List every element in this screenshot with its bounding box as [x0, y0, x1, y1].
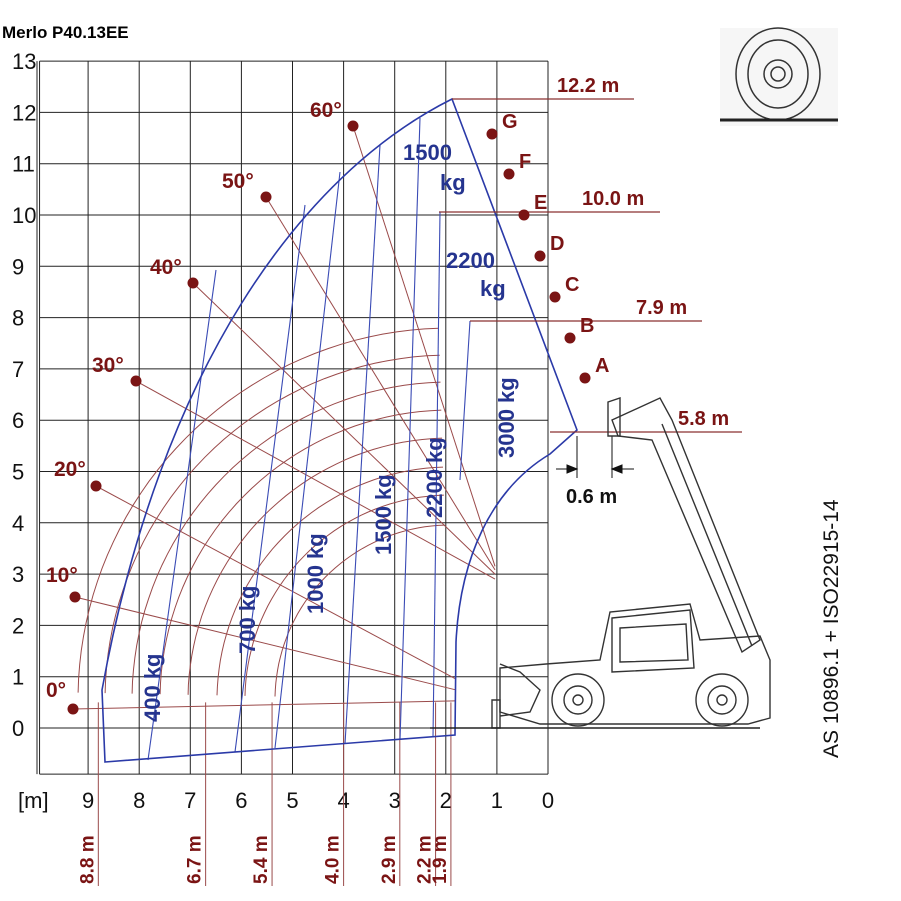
x-unit-label: [m] — [18, 788, 49, 813]
angle-marker-dot — [91, 481, 102, 492]
x-tick-label: 0 — [541, 788, 555, 813]
x-tick-label: 9 — [81, 788, 95, 813]
height-label-12-2: 12.2 m — [557, 75, 620, 97]
chart-title: Merlo P40.13EE — [2, 23, 129, 42]
reach-label: 2.2 m — [414, 835, 436, 884]
angle-label: 10° — [46, 564, 78, 587]
y-tick-label: 5 — [12, 459, 25, 485]
extension-label: C — [565, 274, 580, 296]
angle-marker-dot — [188, 278, 199, 289]
zone-top-2200-value: 2200 — [446, 248, 495, 273]
reach-label: 2.9 m — [378, 835, 400, 884]
height-label-5-8: 5.8 m — [678, 408, 730, 430]
angle-label: 0° — [46, 679, 67, 702]
y-axis-ticks — [12, 49, 36, 741]
x-tick-label: 3 — [388, 788, 401, 813]
extension-marker-dot — [580, 373, 591, 384]
y-tick-label: 8 — [12, 305, 25, 331]
y-tick-label: 10 — [12, 203, 37, 228]
angle-marker-dot — [348, 121, 359, 132]
y-tick-label: 2 — [12, 613, 25, 639]
extension-marker-dot — [550, 292, 561, 303]
y-tick-label: 0 — [12, 716, 25, 741]
angle-marker-dot — [70, 592, 81, 603]
angle-label: 40° — [150, 256, 182, 279]
angle-label: 20° — [54, 458, 86, 481]
zone-label-3000: 3000 kg — [494, 377, 519, 458]
telehandler-drawing — [430, 398, 770, 728]
zone-label-1500: 1500 kg — [371, 474, 396, 555]
reach-label: 1.9 m — [429, 835, 451, 884]
y-tick-label: 9 — [12, 254, 25, 280]
extension-label: B — [580, 315, 595, 337]
zone-label-700: 700 kg — [235, 585, 260, 654]
angle-label: 50° — [222, 170, 254, 193]
extension-label: E — [534, 192, 548, 214]
extension-marker-dot — [535, 251, 546, 262]
x-tick-label: 2 — [439, 788, 452, 813]
height-label-10-0: 10.0 m — [582, 188, 645, 210]
extension-label: F — [519, 151, 532, 173]
fork-offset-label: 0.6 m — [566, 486, 618, 508]
y-tick-label: 7 — [12, 356, 25, 382]
y-tick-label: 4 — [12, 510, 25, 536]
zone-top-1500-unit: kg — [440, 170, 466, 195]
wheel-icon — [720, 28, 838, 126]
height-label-7-9: 7.9 m — [636, 297, 688, 319]
fork-offset-dimension — [556, 436, 634, 478]
load-zone-labels — [140, 140, 519, 722]
x-tick-label: 1 — [490, 788, 504, 813]
extension-marker-dot — [565, 333, 576, 344]
zone-top-2200-unit: kg — [480, 276, 506, 301]
standard-label: AS 10896.1 + ISO22915-14 — [820, 499, 843, 758]
x-tick-label: 8 — [133, 788, 146, 813]
angle-marker-dot — [131, 376, 142, 387]
x-tick-label: 6 — [235, 788, 248, 813]
y-tick-label: 12 — [12, 100, 37, 126]
extension-marker-dot — [519, 210, 530, 221]
grid — [37, 61, 548, 774]
x-tick-label: 5 — [286, 788, 299, 813]
y-tick-label: 6 — [12, 408, 25, 434]
zone-label-2200: 2200 kg — [422, 437, 447, 518]
angle-label: 60° — [310, 99, 342, 122]
reach-label: 4.0 m — [322, 835, 344, 884]
reach-labels — [77, 835, 451, 884]
extension-label: A — [595, 355, 610, 377]
angle-marker-dot — [68, 704, 79, 715]
x-axis-ticks — [82, 788, 554, 813]
zone-label-400: 400 kg — [140, 653, 165, 722]
extension-marker-dot — [487, 129, 498, 140]
angle-marker-dot — [261, 192, 272, 203]
x-tick-label: 4 — [337, 788, 350, 813]
zone-label-1000: 1000 kg — [303, 533, 328, 614]
extension-label: D — [550, 233, 565, 255]
angle-rays — [73, 126, 495, 709]
y-tick-label: 11 — [12, 151, 35, 177]
extension-label: G — [502, 111, 518, 133]
reach-label: 5.4 m — [251, 835, 273, 884]
y-tick-label: 3 — [12, 562, 25, 588]
angle-label: 30° — [92, 354, 124, 377]
y-tick-label: 13 — [12, 49, 37, 75]
x-tick-label: 7 — [184, 788, 197, 813]
y-tick-label: 1 — [12, 664, 25, 690]
angle-markers — [46, 99, 359, 715]
zone-top-1500-value: 1500 — [403, 140, 452, 165]
reach-label: 6.7 m — [184, 835, 206, 884]
extension-marker-dot — [504, 169, 515, 180]
reach-label: 8.8 m — [77, 835, 99, 884]
